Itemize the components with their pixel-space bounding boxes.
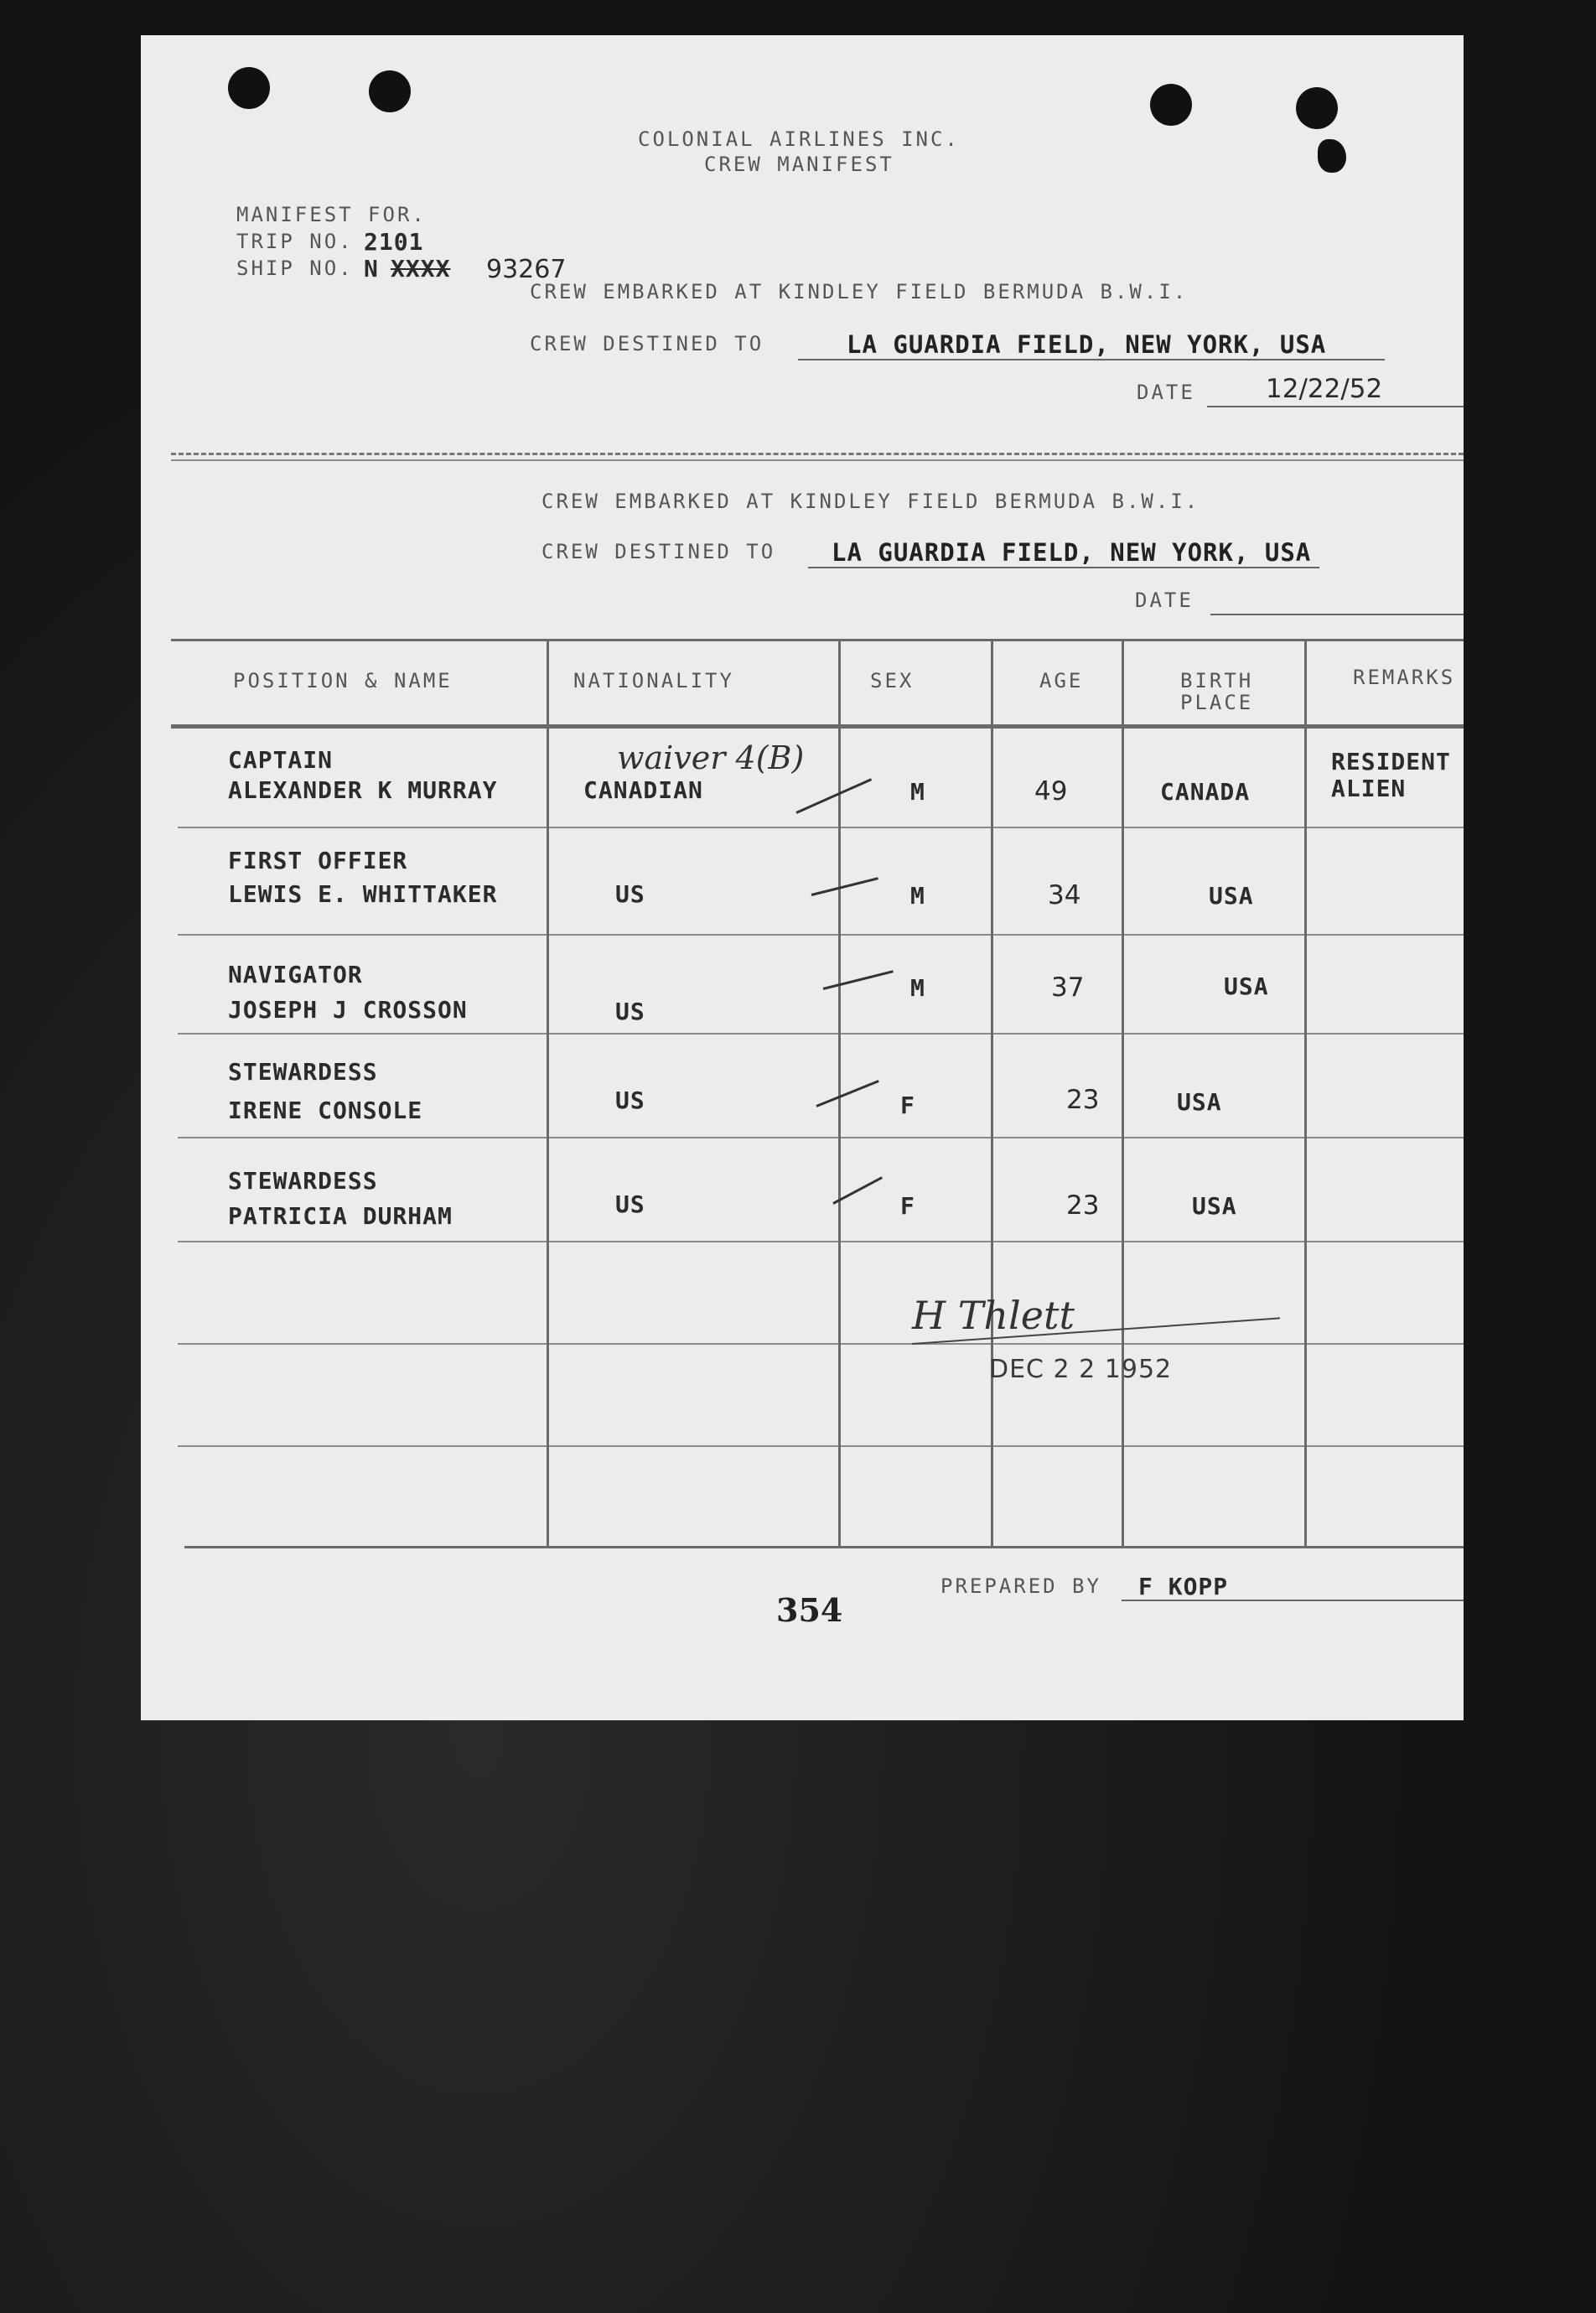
row-birth-place: USA xyxy=(1209,882,1254,910)
row-birth-place: USA xyxy=(1224,972,1269,1000)
header-age: AGE xyxy=(1039,669,1084,692)
row-age: 23 xyxy=(1066,1085,1100,1115)
row-position: STEWARDESS xyxy=(228,1167,378,1195)
row-nationality: US xyxy=(615,880,645,908)
row-sex: F xyxy=(900,1092,915,1119)
date-underline-2 xyxy=(1210,614,1464,615)
table-column-line xyxy=(1304,640,1307,1546)
row-nationality: US xyxy=(615,1086,645,1114)
header-position-name: POSITION & NAME xyxy=(233,669,453,692)
destined-underline-2 xyxy=(808,567,1319,568)
prepared-by-value: F KOPP xyxy=(1138,1573,1229,1600)
header-birth-place-line2: PLACE xyxy=(1180,691,1254,714)
table-row-line xyxy=(178,1241,1464,1242)
embarked-text-1: CREW EMBARKED AT KINDLEY FIELD BERMUDA B.W.I. xyxy=(530,280,1189,303)
row-age: 49 xyxy=(1034,776,1068,806)
row-birth-place: USA xyxy=(1177,1088,1222,1116)
row-nationality: CANADIAN xyxy=(583,776,703,804)
ship-prefix: N xyxy=(364,255,379,283)
header-sex: SEX xyxy=(870,669,915,692)
header-remarks: REMARKS xyxy=(1353,666,1456,689)
date-stamp: DEC 2 2 1952 xyxy=(989,1355,1173,1384)
table-top-line xyxy=(171,639,1464,641)
row-remarks-line2: ALIEN xyxy=(1331,775,1407,802)
row-age: 23 xyxy=(1066,1190,1100,1221)
row-birth-place: CANADA xyxy=(1160,778,1251,806)
ship-label: SHIP NO. xyxy=(236,257,354,280)
date-value-1: 12/22/52 xyxy=(1266,374,1383,404)
sex-check-mark xyxy=(811,877,878,896)
destined-underline-1 xyxy=(798,359,1385,360)
ship-number: 93267 xyxy=(486,255,567,284)
punch-hole xyxy=(369,70,411,112)
row-name: LEWIS E. WHITTAKER xyxy=(228,880,498,908)
row-name: JOSEPH J CROSSON xyxy=(228,996,468,1024)
table-row-line xyxy=(178,1137,1464,1138)
page-number: 354 xyxy=(776,1591,843,1629)
row-sex: M xyxy=(910,882,925,910)
table-column-line xyxy=(1122,640,1124,1546)
row-age: 34 xyxy=(1048,880,1081,910)
document-title: CREW MANIFEST xyxy=(704,153,894,176)
row-position: FIRST OFFIER xyxy=(228,847,408,874)
row-position: STEWARDESS xyxy=(228,1058,378,1086)
punch-hole xyxy=(1318,139,1346,173)
table-row-line xyxy=(178,1033,1464,1035)
company-name: COLONIAL AIRLINES INC. xyxy=(638,127,960,151)
date-label-1: DATE xyxy=(1137,381,1195,404)
manifest-for-label: MANIFEST FOR. xyxy=(236,203,427,226)
row-sex: F xyxy=(900,1192,915,1220)
destined-label-2: CREW DESTINED TO xyxy=(542,540,776,563)
row-sex: M xyxy=(910,778,925,806)
table-header-line xyxy=(171,724,1464,729)
destined-label-1: CREW DESTINED TO xyxy=(530,332,764,355)
embarked-text-2: CREW EMBARKED AT KINDLEY FIELD BERMUDA B.W.I. xyxy=(542,490,1200,513)
row-age: 37 xyxy=(1051,972,1085,1003)
punch-hole xyxy=(1150,84,1192,126)
row-name: IRENE CONSOLE xyxy=(228,1097,423,1124)
row-position: CAPTAIN xyxy=(228,746,334,774)
sex-check-mark xyxy=(795,778,872,814)
signature: H Thlett xyxy=(912,1293,1075,1338)
row-remarks-line1: RESIDENT xyxy=(1331,748,1451,775)
date-underline-1 xyxy=(1207,406,1464,407)
table-column-line xyxy=(838,640,841,1546)
destined-value-1: LA GUARDIA FIELD, NEW YORK, USA xyxy=(847,330,1327,359)
row-sex: M xyxy=(910,974,925,1002)
sex-check-mark xyxy=(823,970,894,990)
row-name: ALEXANDER K MURRAY xyxy=(228,776,498,804)
prepared-by-label: PREPARED BY xyxy=(940,1574,1101,1598)
row-birth-place: USA xyxy=(1192,1192,1237,1220)
table-bottom-line xyxy=(184,1546,1464,1548)
header-nationality: NATIONALITY xyxy=(573,669,734,692)
destined-value-2: LA GUARDIA FIELD, NEW YORK, USA xyxy=(832,538,1312,567)
trip-label: TRIP NO. xyxy=(236,230,354,253)
ship-struck-number: XXXX xyxy=(391,255,451,283)
table-row-line xyxy=(178,1343,1464,1345)
punch-hole xyxy=(228,67,270,109)
section-separator xyxy=(171,453,1464,455)
punch-hole xyxy=(1296,87,1338,129)
handwritten-waiver-note: waiver 4(B) xyxy=(617,739,805,776)
header-birth-place-line1: BIRTH xyxy=(1180,669,1254,692)
date-label-2: DATE xyxy=(1135,589,1194,612)
manifest-page xyxy=(141,35,1464,1720)
table-row-line xyxy=(178,934,1464,936)
table-column-line xyxy=(547,640,549,1546)
table-row-line xyxy=(178,1445,1464,1447)
row-position: NAVIGATOR xyxy=(228,961,363,988)
trip-number: 2101 xyxy=(364,228,424,256)
table-column-line xyxy=(991,640,993,1546)
row-nationality: US xyxy=(615,998,645,1025)
sex-check-mark xyxy=(816,1080,878,1107)
row-nationality: US xyxy=(615,1190,645,1218)
row-name: PATRICIA DURHAM xyxy=(228,1202,453,1230)
table-row-line xyxy=(178,827,1464,828)
section-separator xyxy=(171,459,1464,461)
